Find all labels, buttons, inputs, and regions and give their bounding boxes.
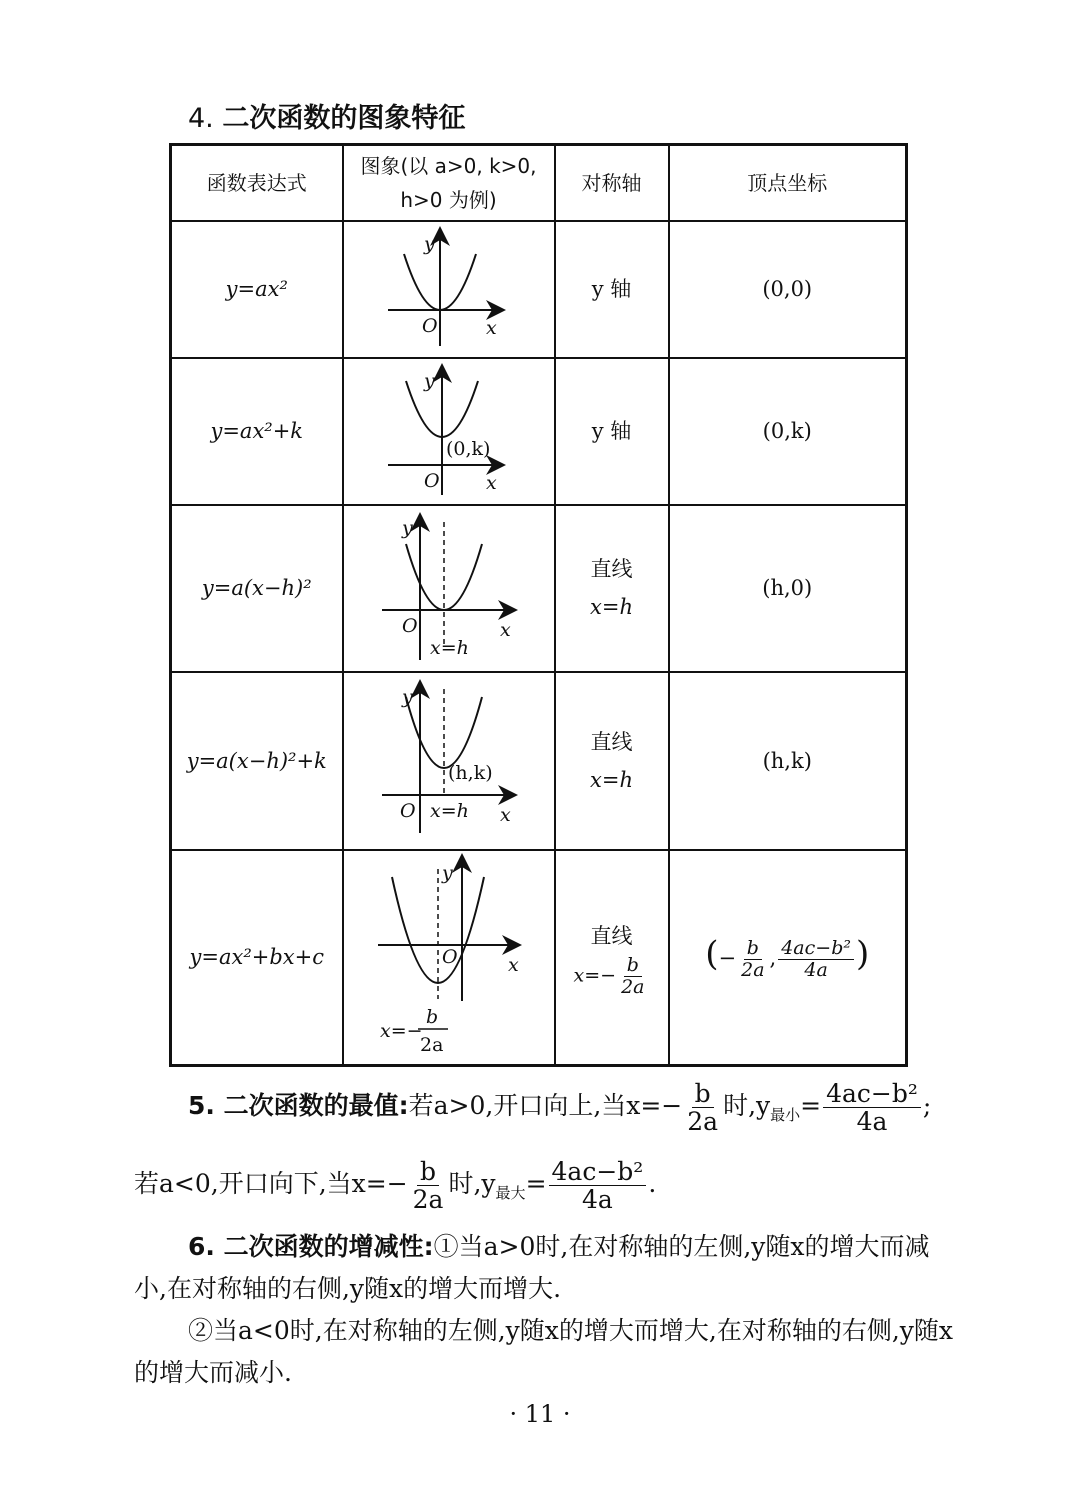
section-5-frac1-num: b xyxy=(692,1080,714,1109)
row5-vertex-x-fraction xyxy=(738,938,767,981)
graph3-x-label: x xyxy=(499,618,511,641)
row5-axis-den: 2a xyxy=(621,975,645,998)
row3-axis-line2: x=h xyxy=(590,595,633,619)
row4-axis-line1: 直线 xyxy=(590,729,633,754)
row1-expression: y=ax² xyxy=(171,221,343,358)
row3-vertex: (h,0) xyxy=(669,505,907,672)
graph-y-ax2-bx-c xyxy=(344,851,554,1059)
row5-axis-line1: 直线 xyxy=(590,923,633,948)
section-5-frac1 xyxy=(684,1080,721,1136)
section-4-heading xyxy=(188,96,465,135)
row5-axis-fraction xyxy=(618,955,647,998)
row2-axis: y 轴 xyxy=(555,358,669,505)
row1-graph xyxy=(343,221,555,358)
row4-axis xyxy=(555,672,669,850)
graph5-line-prefix: x=− xyxy=(379,1019,423,1042)
header-axis: 对称轴 xyxy=(555,145,669,221)
section-6-para1 xyxy=(134,1226,954,1310)
graph2-x-label: x xyxy=(485,471,497,494)
section-5-text8: . xyxy=(648,1169,657,1198)
graph-y-ax2-k xyxy=(344,359,554,499)
row2-expression: y=ax²+k xyxy=(171,358,343,505)
row5-vertex: (− $\frac{b}{2a}$ , $\frac{\text{4ac−b²}}{4a}$ ) xyxy=(669,850,907,1066)
graph-y-ax2 xyxy=(344,222,554,352)
row5-graph xyxy=(343,850,555,1066)
section-5-frac3-num: b xyxy=(417,1158,439,1187)
graph4-line-label: x=h xyxy=(429,800,469,822)
section-5-text5: 若a<0,开口向下,当x=− xyxy=(134,1169,408,1198)
graph4-y-label: y xyxy=(401,686,413,708)
graph5-line-num: b xyxy=(425,1005,438,1028)
section-5-frac2-den: 4a xyxy=(856,1107,888,1136)
section-5-text1: 若a>0,开口向上,当x=− xyxy=(408,1091,683,1120)
graph2-y-label: y xyxy=(423,369,435,392)
section-5-sub-min: 最小 xyxy=(770,1106,801,1124)
graph5-line-den: 2a xyxy=(419,1033,443,1056)
row5-axis-num: b xyxy=(624,955,642,977)
row4-axis-line2: x=h xyxy=(590,767,633,792)
graph4-origin-label: O xyxy=(399,800,416,822)
row3-expression: y=a(x−h)² xyxy=(171,505,343,672)
section-5-text6: 时,y xyxy=(448,1169,496,1198)
graph5-y-label: y xyxy=(441,861,453,884)
section-5-frac1-den: 2a xyxy=(687,1107,719,1136)
graph1-x-label: x xyxy=(485,316,497,339)
table-row xyxy=(171,358,907,505)
row5-vertex-y-den: 4a xyxy=(804,958,828,981)
row2-graph xyxy=(343,358,555,505)
graph1-origin-label: O xyxy=(421,314,438,337)
header-graph-line1: 图象(以 a>0, k>0, xyxy=(360,153,537,178)
row5-vertex-x-sign: − xyxy=(718,945,737,970)
header-graph xyxy=(343,145,555,221)
section-5-frac2-num: 4ac−b² xyxy=(823,1080,921,1109)
row5-axis-prefix: x=− xyxy=(573,964,617,986)
section-5-lead: 5. 二次函数的最值: xyxy=(188,1091,409,1120)
page-number: · 11 · xyxy=(509,1400,571,1428)
table-row xyxy=(171,221,907,358)
graph-y-a-x-h-2 xyxy=(344,506,554,666)
row3-axis-line1: 直线 xyxy=(590,557,633,581)
section-6-p2: ②当a<0时,在对称轴的左侧,y随x的增大而增大,在对称轴的右侧,y随x的增大而减小. xyxy=(134,1316,953,1387)
graph4-x-label: x xyxy=(499,804,511,826)
row5-expression: y=ax²+bx+c xyxy=(171,850,343,1066)
graph-y-a-x-h-2-k xyxy=(344,673,554,843)
section-4-title: 二次函数的图象特征 xyxy=(222,103,466,134)
graph5-origin-label: O xyxy=(441,945,458,968)
row4-vertex: (h,k) xyxy=(669,672,907,850)
graph4-point-label: (h,k) xyxy=(447,762,493,784)
section-6-para2 xyxy=(134,1310,954,1394)
table-row xyxy=(171,850,907,1066)
quadratic-function-table xyxy=(169,143,908,1067)
section-5-text4: ; xyxy=(922,1091,932,1120)
graph2-origin-label: O xyxy=(423,469,440,492)
graph2-point-label: (0,k) xyxy=(445,437,490,460)
section-5-frac4 xyxy=(549,1158,647,1214)
row1-vertex: (0,0) xyxy=(669,221,907,358)
row2-vertex: (0,k) xyxy=(669,358,907,505)
header-expression: 函数表达式 xyxy=(171,145,343,221)
row3-axis xyxy=(555,505,669,672)
section-5-frac4-den: 4a xyxy=(582,1185,613,1214)
section-5-line2 xyxy=(134,1156,954,1221)
section-4-number: 4. xyxy=(188,103,214,134)
graph3-origin-label: O xyxy=(401,614,418,637)
table-row xyxy=(171,505,907,672)
section-5-frac4-num: 4ac−b² xyxy=(549,1158,647,1187)
row3-graph xyxy=(343,505,555,672)
graph3-y-label: y xyxy=(401,516,413,539)
row5-vertex-y-num: 4ac−b² xyxy=(778,938,854,960)
row5-vertex-y-fraction xyxy=(778,938,854,981)
table-header-row xyxy=(171,145,907,221)
header-vertex: 顶点坐标 xyxy=(669,145,907,221)
row1-axis: y 轴 xyxy=(555,221,669,358)
section-5-frac3 xyxy=(410,1158,447,1214)
section-6-p1: ①当a>0时,在对称轴的左侧,y随x的增大而减小,在对称轴的右侧,y随x的增大而增大. xyxy=(134,1232,930,1303)
section-5-text3: = xyxy=(800,1091,822,1120)
row4-expression: y=a(x−h)²+k xyxy=(171,672,343,850)
row5-axis xyxy=(555,850,669,1066)
section-5-frac2 xyxy=(823,1080,921,1136)
row5-vertex-x-num: b xyxy=(744,938,762,960)
graph3-line-label: x=h xyxy=(429,636,469,659)
section-5-text7: = xyxy=(525,1169,547,1198)
graph1-y-label: y xyxy=(423,232,435,255)
section-5-sub-max: 最大 xyxy=(495,1184,526,1202)
section-5-line1 xyxy=(188,1078,958,1143)
row4-graph xyxy=(343,672,555,850)
section-6-lead: 6. 二次函数的增减性: xyxy=(188,1232,434,1261)
table-row xyxy=(171,672,907,850)
graph5-x-label: x xyxy=(507,953,519,976)
header-graph-line2: h>0 为例) xyxy=(400,187,497,212)
row5-vertex-x-den: 2a xyxy=(741,958,765,981)
section-5-frac3-den: 2a xyxy=(412,1185,444,1214)
section-5-text2: 时,y xyxy=(723,1091,771,1120)
